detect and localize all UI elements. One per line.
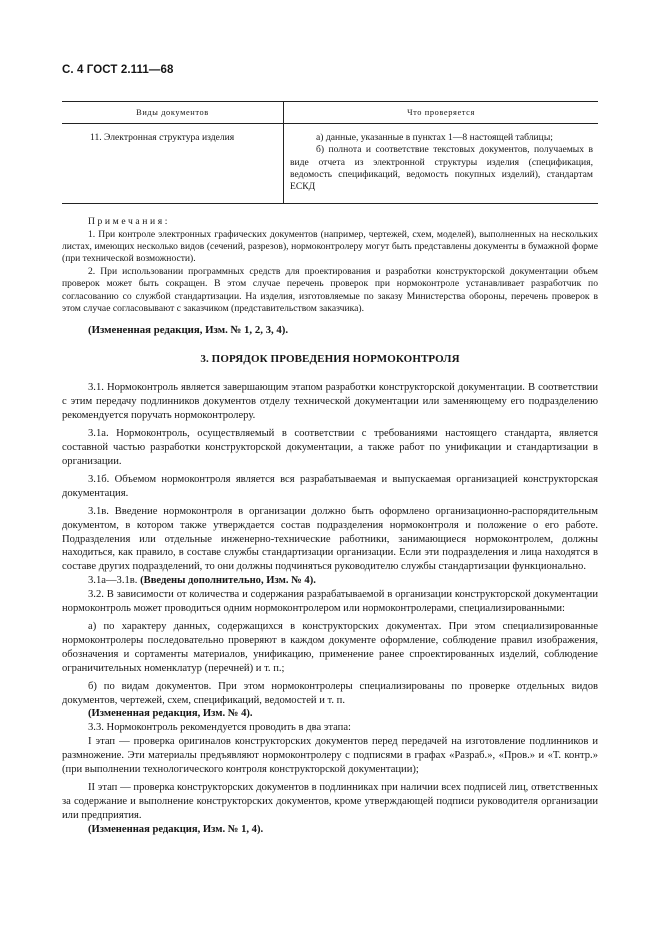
paragraph-ref: 3.1а—3.1в.: [88, 575, 138, 587]
column-header-doc-types: Виды документов: [62, 102, 284, 124]
check-item: а) данные, указанные в пунктах 1—8 настоящей таблицы;: [316, 132, 553, 144]
notes-title: Примечания:: [88, 216, 170, 228]
check-item: б) полнота и соответствие текстовых документов, получаемых в виде отчета из электронной структуры изделия (спецификация, ведомость спецификаций, ведомость покупных изделий), стандартам ЕСКД: [290, 144, 593, 193]
notes-block: [62, 216, 598, 315]
section-body: [62, 381, 598, 836]
paragraph-3-1a-v: [62, 574, 598, 588]
table-cell-checks: [284, 124, 599, 204]
document-page: [62, 64, 598, 837]
table-header-row: [62, 102, 598, 124]
edition-note: (Измененная редакция, Изм. № 4).: [88, 708, 253, 720]
paragraph-3-2: 3.2. В зависимости от количества и содержания разрабатываемой в организации конструкторской документации нормоконтроль может проводиться одним нормоконтролером или нормоконтролерами, специализированными:: [62, 589, 598, 615]
column-header-checks: Что проверяется: [284, 102, 599, 124]
paragraph-3-1b: 3.1б. Объемом нормоконтроля является вся разрабатываемая и выпускаемая организацией конструкторская документация.: [62, 473, 598, 499]
paragraph-3-3: 3.3. Нормоконтроль рекомендуется проводить в два этапа:: [88, 722, 351, 734]
paragraph-3-2b: б) по видам документов. При этом нормоконтролеры специализированы по проверке отдельных видов документов, чертежей, схем, спецификаций, ведомостей и т. п.: [62, 680, 598, 706]
paragraph-3-2a: а) по характеру данных, содержащихся в конструкторских документах. При этом специализированные нормоконтролеры последовательно проверяют в каждом документе оформление, соблюдение правил изображения, обозначения и сортаменты материалов, унификацию, применение ранее спроектированных изделий, соблюдение ограничительных номенклатур (перечней) и т. п.;: [62, 620, 598, 674]
edition-note: (Введены дополнительно, Изм. № 4).: [140, 575, 316, 587]
paragraph-3-1: 3.1. Нормоконтроль является завершающим этапом разработки конструкторской документации. В соответствии с этим передачу подлинников документов отделу технической документации или заменяющему его подразделению рекомендуется поручать нормоконтролеру.: [62, 382, 598, 422]
paragraph-3-1a: 3.1а. Нормоконтроль, осуществляемый в соответствии с требованиями настоящего стандарта, является составной частью разработки конструкторской документации, а также работ по унификации и стандартизации в организации.: [62, 428, 598, 467]
page-header: С. 4 ГОСТ 2.111—68: [62, 64, 174, 76]
note-item: 1. При контроле электронных графических документов (например, чертежей, схем, моделей), выполненных на нескольких листах, имеющих несколько видов (сечений, разрезов), нормоконтролеру могут быть представлены документы в бумажной форме (при технической возможности).: [62, 228, 598, 265]
edition-note: (Измененная редакция, Изм. № 1, 2, 3, 4).: [88, 324, 289, 337]
section-title: 3. ПОРЯДОК ПРОВЕДЕНИЯ НОРМОКОНТРОЛЯ: [200, 353, 460, 366]
table-row: [62, 124, 598, 204]
note-item: 2. При использовании программных средств для проектирования и разработки конструкторской документации объем проверок может быть сокращен. В этом случае перечень проверок при нормоконтроле устанавливает разработчик по согласованию со службой стандартизации. На изделия, изготовляемые по заказу Министерства обороны, перечень проверок в этом случае согласовывают с заказчиком (представительством заказчика).: [62, 265, 598, 315]
paragraph-3-1v: 3.1в. Введение нормоконтроля в организации должно быть оформлено организационно-распорядительным документом, в котором также утверждается состав подразделения нормоконтроля и положение о его работе. Подразделения или отдельные инженерно-технические работники, занимающиеся нормоконтролем, должны находиться, как правило, в составе службы стандартизации организации. Если эти подразделения и лица находятся в составе других подразделений, то они должны подчиняться руководителю службы стандартизации функционально.: [62, 505, 598, 573]
checks-table: [62, 101, 598, 204]
edition-note: (Измененная редакция, Изм. № 1, 4).: [88, 823, 264, 835]
paragraph-3-3-stage-1: I этап — проверка оригиналов конструкторских документов перед передачей на изготовление подлинников и размножение. Эти материалы предъявляют нормоконтролеру с подписями в графах «Разраб.», «Пров.» и «Т. контр.» (при выполнении технологического контроля конструкторской документации);: [62, 736, 598, 776]
table-cell-doc-type: 11. Электронная структура изделия: [62, 124, 284, 204]
paragraph-3-3-stage-2: II этап — проверка конструкторских документов в подлинниках при наличии всех подписей лиц, ответственных за содержание и выполнение конструкторских документов, кроме утверждающей подписи руководителя организации или предприятия.: [62, 781, 598, 821]
